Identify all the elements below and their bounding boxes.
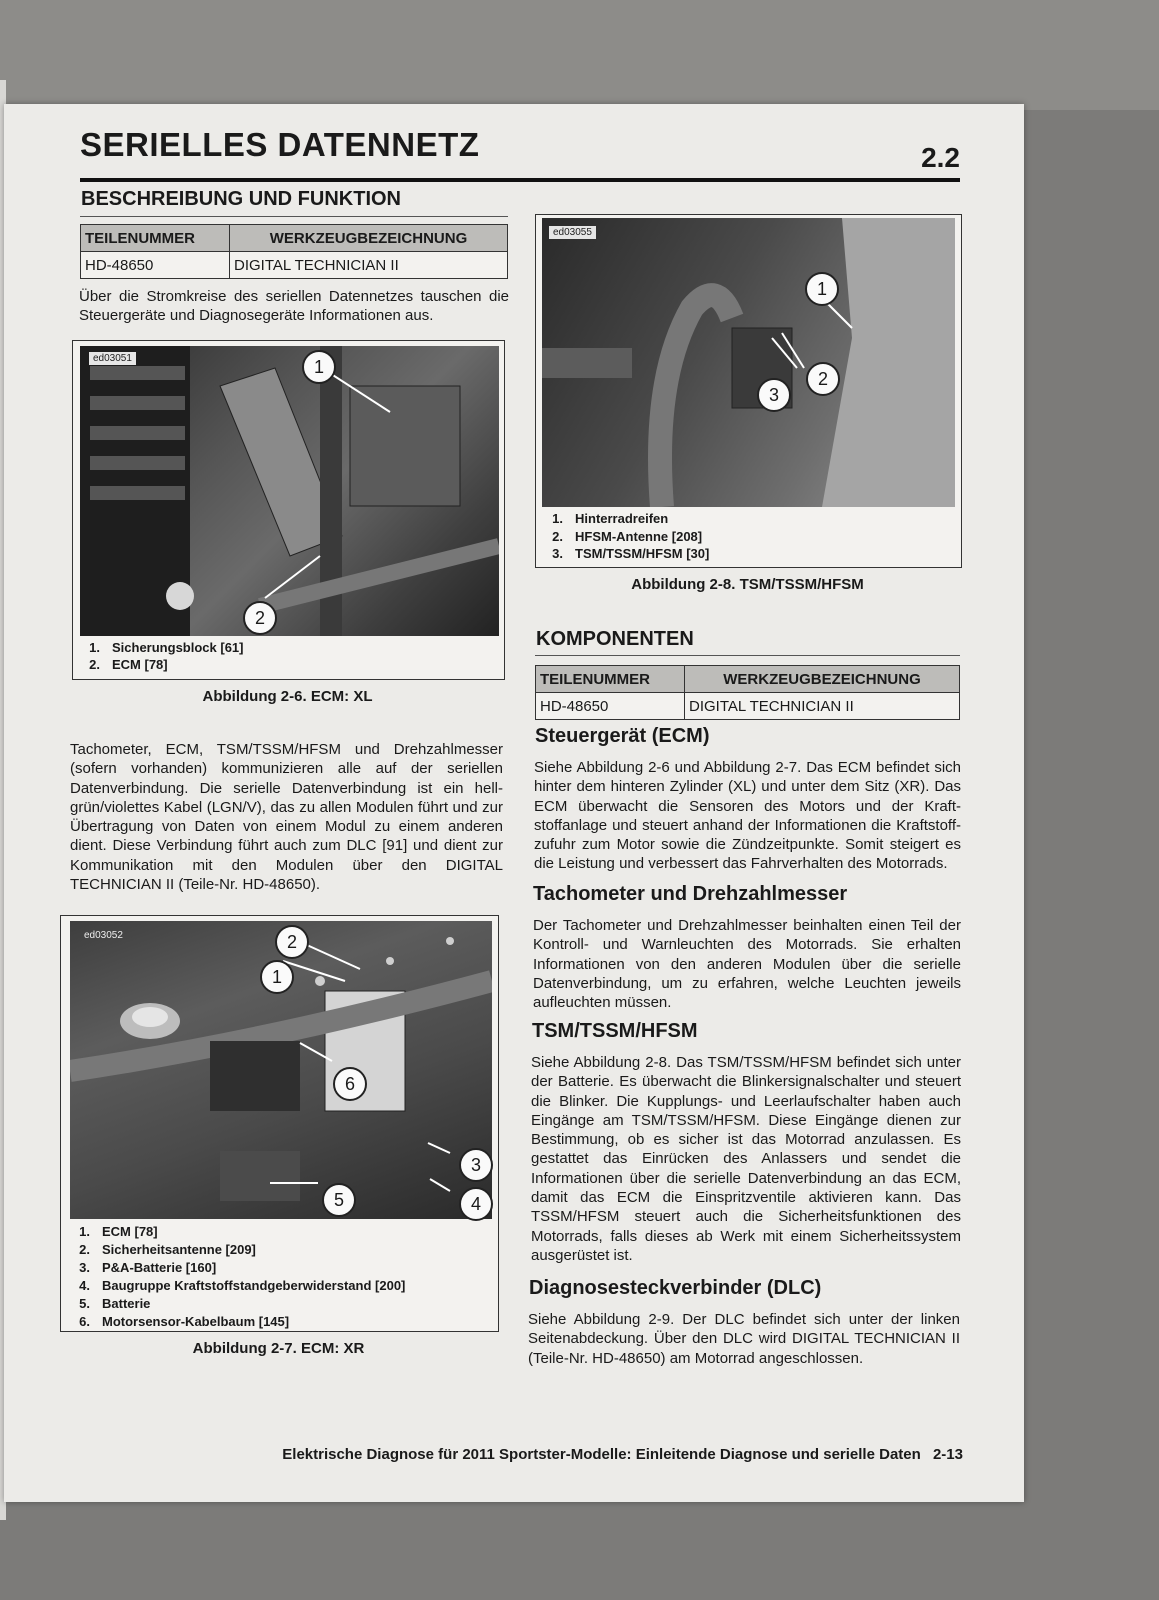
title-rule: [80, 178, 960, 182]
engine-photo-graphic: [80, 346, 499, 636]
figure-2-8-callout-2: 2: [806, 362, 840, 396]
figure-2-6-legend-item: 2. ECM [78]: [89, 657, 168, 672]
figure-2-7-callout-6: 6: [333, 1067, 367, 1101]
figure-2-6-caption: Abbildung 2-6. ECM: XL: [202, 688, 373, 705]
components-heading-rule: [535, 655, 960, 656]
figure-2-7-legend-item: 2. Sicherheitsantenne [209]: [79, 1242, 256, 1257]
tool-table-description: [80, 224, 508, 279]
table-cell-part-number: HD-48650: [536, 693, 685, 720]
figure-2-7-photo-id: ed03052: [84, 930, 123, 941]
figure-2-6-legend-item: 1. Sicherungsblock [61]: [89, 640, 244, 655]
figure-2-8-legend-item: 1. Hinterradreifen: [552, 511, 669, 526]
figure-2-8-legend-item: 2. HFSM-Antenne [208]: [552, 529, 703, 544]
table-header-tool-name: WERKZEUGBEZEICHNUNG: [230, 225, 508, 252]
description-body-paragraph: Tachometer, ECM, TSM/TSSM/HFSM und Drehzahlmesser (sofern vorhanden) kommunizieren alle auf der seriellen Datenverbindung. Die serielle Datenverbindung ist ein hell-grün/violettes Kabel (LGN/V), das zu allen Modulen führt und zur Übertragung von Daten von einem Modul zu einem anderen dient. Diese Verbindung führt auch zum DLC [91] und dient zur Kommunikation mit den Modulen über den DIGITAL TECHNICIAN II (Teile-Nr. HD-48650).: [70, 741, 503, 894]
figure-2-8-callout-1: 1: [805, 272, 839, 306]
tacho-paragraph: Der Tachometer und Drehzahlmesser beinhalten einen Teil der Kontroll- und Warnleuchten des Motorrads. Sie erhalten Informationen von den anderen Modulen über die serielle Datenverbindung, um zu erfahren, welche Leuchten jeweils aufleuchten müssen.: [533, 917, 961, 1012]
figure-2-6-callout-2: 2: [243, 601, 277, 635]
table-header-tool-name: WERKZEUGBEZEICHNUNG: [685, 666, 960, 693]
description-heading: BESCHREIBUNG UND FUNKTION: [81, 188, 401, 210]
tacho-heading: Tachometer und Drehzahlmesser: [533, 883, 848, 905]
tool-table-components: [535, 665, 960, 720]
figure-2-7-callout-1: 1: [260, 960, 294, 994]
tsm-paragraph: Siehe Abbildung 2-8. Das TSM/TSSM/HFSM befindet sich unter der Batterie. Es überwacht die Blinkersignalschalter und steuert die Blinker. Die Kupplungs- und Leerlaufschalter haben auch Eingänge am TSM/TSSM/HFSM. Diese Eingänge dienen zur Bestimmung, ob es sicher ist das Motorrad anzulassen. Es gestattet das Einrücken des Anlassers und sendet die Informationen über die serielle Datenverbindung an das ECM, damit das ECM die Einspritzventile aktivieren kann. Das TSSM/HFSM steuert auch die Sicherheitsfunktionen des Motorrads, falls dieses ab Werk mit einem Sicherheitssystem ausgerüstet ist.: [531, 1054, 961, 1264]
dlc-paragraph: Siehe Abbildung 2-9. Der DLC befindet sich unter der linken Seitenabdeckung. Über den DLC wird DIGITAL TECHNICIAN II (Teile-Nr. HD-48650) am Motorrad angeschlossen.: [528, 1311, 960, 1367]
page-title: SERIELLES DATENNETZ: [80, 126, 480, 163]
ecm-heading: Steuergerät (ECM): [535, 725, 710, 747]
figure-2-7-legend-item: 6. Motorsensor-Kabelbaum [145]: [79, 1314, 290, 1329]
table-cell-tool-name: DIGITAL TECHNICIAN II: [230, 252, 508, 279]
table-row: [536, 693, 960, 720]
figure-2-8-callout-3: 3: [757, 378, 791, 412]
footer-text: Elektrische Diagnose für 2011 Sportster-Modelle: Einleitende Diagnose und serielle Daten: [282, 1446, 921, 1463]
figure-2-6-photo: [80, 346, 499, 636]
intro-paragraph: Über die Stromkreise des seriellen Datennetzes tauschen die Steuergeräte und Diagnosegeräte Informationen aus.: [79, 288, 509, 325]
figure-2-7-callout-5: 5: [322, 1183, 356, 1217]
figure-2-7-caption: Abbildung 2-7. ECM: XR: [192, 1340, 365, 1357]
figure-2-7-legend-item: 1. ECM [78]: [79, 1224, 158, 1239]
tsm-heading: TSM/TSSM/HFSM: [532, 1020, 698, 1042]
footer-page-number: 2-13: [932, 1446, 963, 1463]
figure-2-8-caption: Abbildung 2-8. TSM/TSSM/HFSM: [631, 576, 864, 593]
figure-2-7-legend-item: 4. Baugruppe Kraftstoffstandgeberwiderstand [200]: [79, 1278, 406, 1293]
figure-2-7-legend-item: 5. Batterie: [79, 1296, 151, 1311]
figure-2-6-callout-1: 1: [302, 350, 336, 384]
table-cell-tool-name: DIGITAL TECHNICIAN II: [685, 693, 960, 720]
figure-2-8-photo: [542, 218, 955, 507]
figure-2-7-callout-4: 4: [459, 1187, 493, 1221]
background-top: [0, 0, 1159, 110]
table-header-part-number: TEILENUMMER: [536, 666, 685, 693]
ecm-paragraph: Siehe Abbildung 2-6 und Abbildung 2-7. Das ECM befindet sich hinter dem hinteren Zylinder (XL) und unter dem Sitz (XR). Das ECM überwacht die Sensoren des Motors und der Kraft-stoffanlage und steuert anhand der Informationen die Kraftstoff-zufuhr zum Motor sowie die Zündzeitpunkte. Somit steigert es die Leistung und verbessert das Fahrverhalten des Motorrads.: [534, 759, 961, 873]
table-header-part-number: TEILENUMMER: [81, 225, 230, 252]
figure-2-8-legend-item: 3. TSM/TSSM/HFSM [30]: [552, 546, 710, 561]
page-footer: [282, 1446, 963, 1463]
figure-2-8-photo-id: ed03055: [549, 226, 596, 239]
figure-2-7-callout-3: 3: [459, 1148, 493, 1182]
dlc-heading: Diagnosesteckverbinder (DLC): [529, 1277, 822, 1299]
section-number: 2.2: [921, 142, 960, 173]
table-cell-part-number: HD-48650: [81, 252, 230, 279]
components-heading: KOMPONENTEN: [536, 628, 694, 650]
figure-2-7-legend-item: 3. P&A-Batterie [160]: [79, 1260, 217, 1275]
figure-2-6-photo-id: ed03051: [89, 352, 136, 365]
tsm-photo-graphic: [542, 218, 955, 507]
description-heading-rule: [80, 216, 508, 217]
figure-2-7-callout-2: 2: [275, 925, 309, 959]
table-row: [81, 252, 508, 279]
